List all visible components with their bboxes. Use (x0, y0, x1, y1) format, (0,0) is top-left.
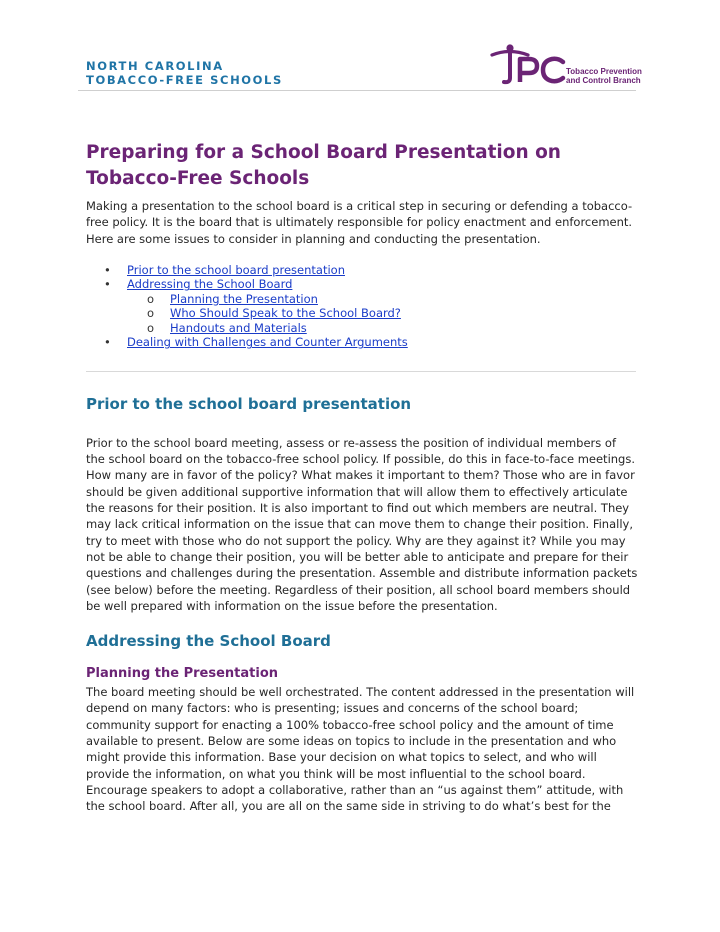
subsection-heading-planning: Planning the Presentation (86, 666, 279, 682)
page-title: Preparing for a School Board Presentation on Tobacco-Free Schools (86, 142, 561, 189)
toc-item-speakers (86, 306, 646, 321)
logo-letter-p (520, 59, 537, 82)
table-of-contents (86, 263, 646, 350)
section-planning-body: The board meeting should be well orchestrated. The content addressed in the presentation will depend on many factors: who is presenting; issues and concerns of the school board; community support for enacting a 100% tobacco-free school policy and the amount of time available to present. Below are some ideas on topics to include in the presentation and who might provide this information. Base your decision on what topics to select, and who will provide the information, on what you think will be most influential to the school board. Encourage speakers to adopt a collaborative, rather than an “us against them” attitude, with the school board. After all, you are all on the same side in striving to do what’s best for the (86, 685, 635, 814)
toc-link-addressing[interactable]: Addressing the School Board (127, 277, 293, 292)
section-heading-prior: Prior to the school board presentation (86, 394, 412, 413)
section-divider (86, 371, 636, 372)
logo-letter-c (543, 59, 563, 81)
toc-link-challenges[interactable]: Dealing with Challenges and Counter Arguments (127, 335, 408, 350)
toc-bullet: • (104, 335, 111, 350)
brand-line-1: NORTH CAROLINA (86, 59, 224, 73)
toc-link-prior[interactable]: Prior to the school board presentation (127, 262, 345, 277)
document-body (86, 140, 646, 815)
header-divider (78, 90, 636, 91)
toc-sub-bullet: o (147, 291, 155, 306)
toc-link-planning[interactable]: Planning the Presentation (170, 291, 318, 306)
brand-wordmark (86, 59, 283, 87)
toc-item-prior (86, 263, 646, 278)
brand-line-2: TOBACCO-FREE SCHOOLS (86, 73, 283, 87)
section-heading-addressing: Addressing the School Board (86, 632, 331, 651)
toc-sub-bullet: o (147, 306, 155, 321)
toc-bullet: • (104, 277, 111, 292)
toc-item-planning (86, 292, 646, 307)
toc-item-addressing (86, 277, 646, 292)
section-prior-body: Prior to the school board meeting, assess or re-assess the position of individual members of the school board on the tobacco-free school policy. If possible, do this in face-to-face meetings. How many are in favor of the policy? What makes it important to them? Those who are in favor should be given additional supportive information that will allow them to effectively articulate the reasons for their position. It is also important to find out which members are neutral. They may lack critical information on the issue that can move them to change their position. Finally, try to meet with those who do not support the policy. Why are they against it? While you may not be able to change their position, you will be better able to anticipate and prepare for their questions and challenges during the presentation. Assemble and distribute information packets (see below) before the meeting. Regardless of their position, all school board members should be well prepared with information on the issue before the presentation. (86, 435, 638, 613)
logo-caption-line-1: Tobacco Prevention (566, 67, 642, 76)
toc-bullet: • (104, 262, 111, 277)
toc-link-speakers[interactable]: Who Should Speak to the School Board? (170, 306, 401, 321)
toc-sub-bullet: o (147, 320, 155, 335)
toc-link-handouts[interactable]: Handouts and Materials (170, 320, 307, 335)
logo-caption-line-2: and Control Branch (566, 76, 641, 85)
toc-item-challenges (86, 335, 646, 350)
toc-item-handouts (86, 321, 646, 336)
page-header (0, 0, 720, 92)
logo-figure-body (504, 53, 510, 82)
intro-paragraph: Making a presentation to the school board is a critical step in securing or defending a tobacco-free policy. It is the board that is ultimately responsible for policy enactment and enforcement. Here are some issues to consider in planning and conducting the presentation. (86, 199, 633, 246)
logo-caption (566, 67, 642, 85)
